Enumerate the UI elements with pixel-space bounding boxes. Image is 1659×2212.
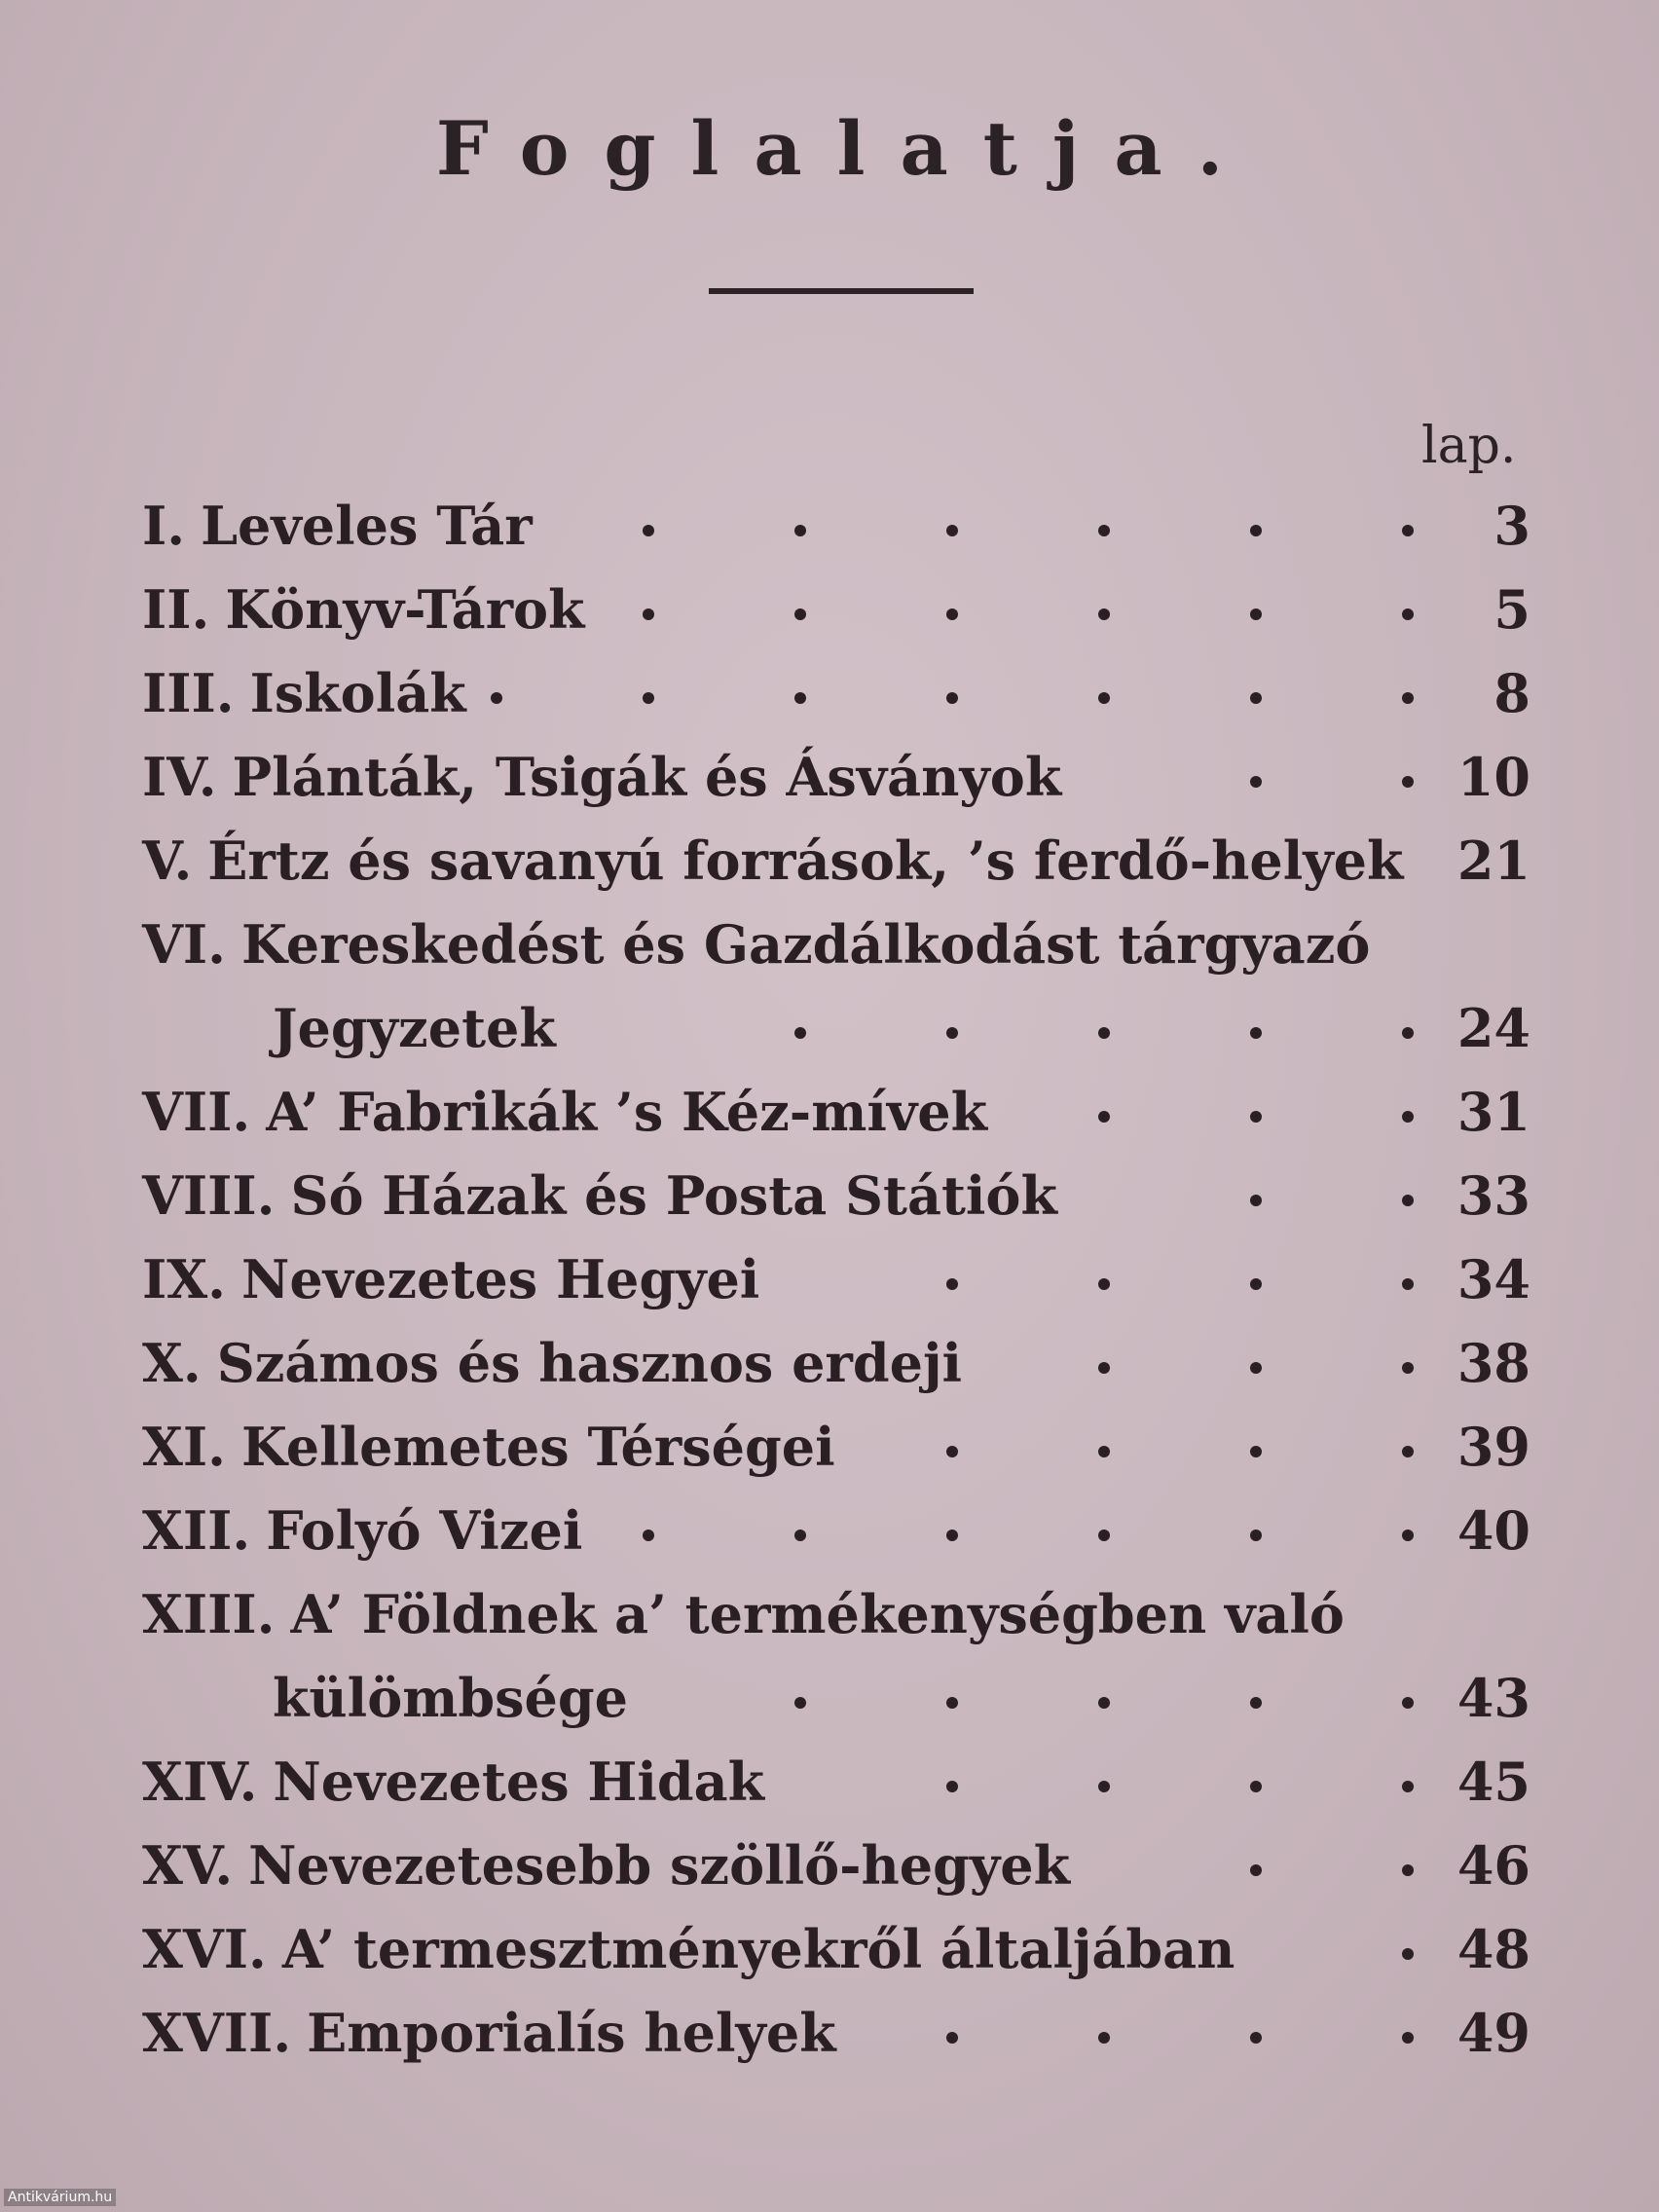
toc-entry-page: 38 [1456, 1332, 1530, 1394]
toc-entry [142, 487, 1530, 565]
toc-entry-title: Nevezetesebb szöllő-hegyek [248, 1834, 1071, 1897]
toc-entry-page: 33 [1456, 1164, 1530, 1227]
toc-entry [142, 1157, 1530, 1235]
toc-entry [142, 738, 1530, 816]
leader-dots [1110, 1157, 1414, 1235]
toc-entry-title: A’ Földnek a’ termékenységben való [290, 1583, 1345, 1645]
toc-entry-page: 10 [1456, 746, 1530, 808]
leader-dots [806, 1408, 1414, 1486]
toc-entry-page: 24 [1456, 997, 1530, 1059]
toc-entry-number: II. [142, 578, 210, 641]
toc-entry-page: 45 [1456, 1751, 1530, 1813]
leader-dots [502, 1492, 1414, 1569]
toc-entry-page: 21 [1456, 830, 1530, 892]
toc-entry [142, 654, 1530, 732]
leader-dots [654, 1659, 1414, 1737]
toc-entry [142, 1575, 1530, 1653]
leader-dots [502, 571, 1414, 648]
toc-entry-page: 31 [1456, 1081, 1530, 1143]
toc-entry-number: X. [142, 1332, 202, 1394]
toc-entry [142, 1240, 1530, 1318]
toc-entry [142, 1994, 1530, 2072]
toc-entry [142, 1073, 1530, 1151]
leader-dots [1262, 1910, 1414, 1988]
title-rule [709, 288, 974, 294]
toc-entry-page: 40 [1456, 1499, 1530, 1562]
toc-entry-page: 3 [1493, 495, 1530, 557]
leader-dots [806, 1994, 1414, 2072]
leader-dots [806, 1743, 1414, 1821]
toc-entry-number: XIII. [142, 1583, 276, 1645]
toc-entry-title: külömbsége [273, 1667, 628, 1729]
toc-entry-title: Kereskedést és Gazdálkodást tárgyazó [240, 913, 1371, 976]
toc-entry-title: Emporialís helyek [307, 2002, 836, 2064]
toc-entry [142, 905, 1530, 983]
leader-dots [654, 989, 1414, 1067]
toc-entry [142, 1743, 1530, 1821]
toc-entry-title: Leveles Tár [201, 495, 533, 557]
toc-entry-number: VI. [142, 913, 226, 976]
toc-entry [142, 1910, 1530, 1988]
toc-entry-number: XV. [142, 1834, 234, 1897]
toc-entry-title: Nevezetes Hegyei [240, 1248, 760, 1310]
toc-entry-number: V. [142, 830, 193, 892]
toc-entry-title: Iskolák [249, 662, 466, 724]
leader-dots [958, 1073, 1414, 1151]
leader-dots [806, 1240, 1414, 1318]
watermark: Antikvárium.hu [4, 2189, 116, 2206]
leader-dots [1110, 1826, 1414, 1904]
toc-entry-page: 46 [1456, 1834, 1530, 1897]
toc-entry-number: XI. [142, 1416, 226, 1478]
leader-dots [958, 1324, 1414, 1402]
toc-entry-title: Folyó Vizei [266, 1499, 583, 1562]
toc-entry-number: XIV. [142, 1751, 258, 1813]
toc-entry-page: 43 [1456, 1667, 1530, 1729]
toc-entry [142, 571, 1530, 648]
toc-entry-title: Számos és hasznos erdeji [216, 1332, 963, 1394]
toc-entry [142, 822, 1530, 900]
page-column-header: lap. [1421, 417, 1517, 475]
toc-entry [142, 1826, 1530, 1904]
toc-entry-title: Plánták, Tsigák és Ásványok [232, 746, 1062, 808]
toc-entry-number: I. [142, 495, 186, 557]
toc-entry [142, 1492, 1530, 1569]
toc-entry-number: III. [142, 662, 235, 724]
toc-entry-title: Só Házak és Posta Státiók [290, 1164, 1057, 1227]
leader-dots [502, 487, 1414, 565]
toc-entry-title: Könyv-Tárok [225, 578, 585, 641]
toc-entry-page: 8 [1493, 662, 1530, 724]
toc-entry [142, 1324, 1530, 1402]
toc-entry-number: XII. [142, 1499, 251, 1562]
toc-entry-number: XVI. [142, 1918, 267, 1980]
toc-entry-page: 39 [1456, 1416, 1530, 1478]
toc-entry-page: 5 [1493, 578, 1530, 641]
toc-entry-page: 48 [1456, 1918, 1530, 1980]
toc-entry-continuation [273, 1659, 1530, 1737]
toc-entry-number: VIII. [142, 1164, 276, 1227]
leader-dots [1110, 738, 1414, 816]
toc-entry-title: Jegyzetek [273, 997, 556, 1059]
toc-entry-title: A’ termesztményekről általjában [281, 1918, 1235, 1980]
toc-entry [142, 1408, 1530, 1486]
toc-entry-page: 49 [1456, 2002, 1530, 2064]
toc-entry-title: A’ Fabrikák ’s Kéz-mívek [266, 1081, 988, 1143]
toc-entry-title: Értz és savanyú források, ’s ferdő-helyek [207, 830, 1404, 892]
toc-entry-title: Kellemetes Térségei [240, 1416, 835, 1478]
toc-entry-page: 34 [1456, 1248, 1530, 1310]
toc-entry-number: XVII. [142, 2002, 292, 2064]
toc-entry-number: IV. [142, 746, 217, 808]
page-title: Foglalatja. [435, 105, 1259, 192]
toc-entry-number: IX. [142, 1248, 226, 1310]
leader-dots [350, 654, 1414, 732]
toc-entry-continuation [273, 989, 1530, 1067]
toc-entry-number: VII. [142, 1081, 251, 1143]
toc-entry-title: Nevezetes Hidak [273, 1751, 765, 1813]
